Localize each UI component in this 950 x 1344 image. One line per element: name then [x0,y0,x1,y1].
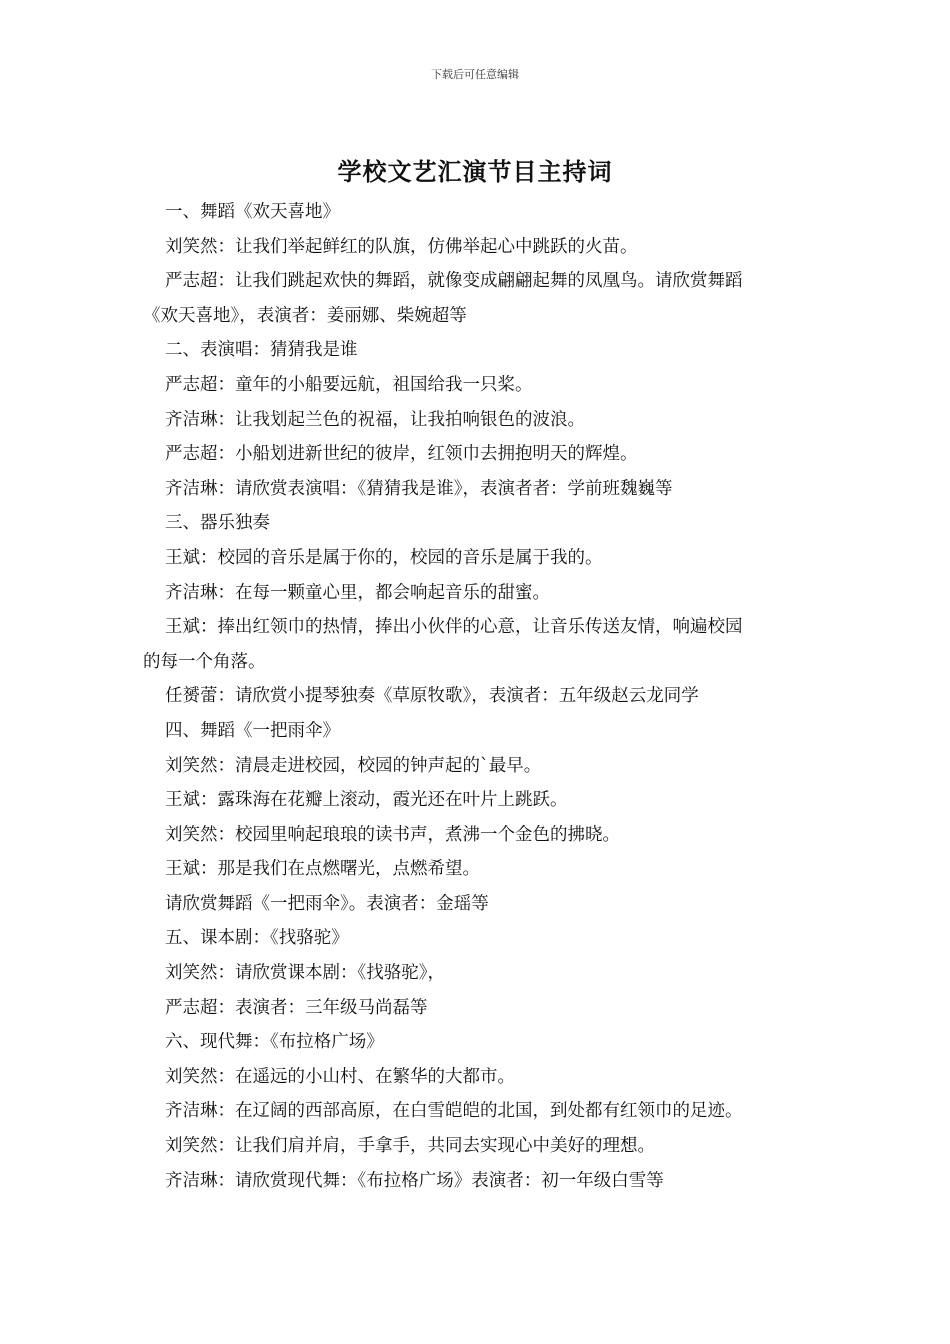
body-line: 刘笑然：校园里响起琅琅的读书声，煮沸一个金色的拂晓。 [165,824,620,845]
body-line: 刘笑然：让我们肩并肩，手拿手，共同去实现心中美好的理想。 [165,1136,655,1157]
body-line: 刘笑然：让我们举起鲜红的队旗，仿佛举起心中跳跃的火苗。 [165,236,638,257]
body-line: 王斌：露珠海在花瓣上滚动，霞光还在叶片上跳跃。 [165,790,568,811]
body-line: 五、课本剧：《找骆驼》 [165,928,349,949]
body-line: 三、器乐独奏 [165,513,270,534]
body-line: 六、现代舞：《布拉格广场》 [165,1032,384,1053]
body-line: 严志超：表演者：三年级马尚磊等 [165,997,428,1018]
body-line: 严志超：童年的小船要远航，祖国给我一只桨。 [165,374,533,395]
document-title: 学校文艺汇演节目主持词 [337,157,613,186]
body-line: 的每一个角落。 [143,651,266,672]
body-line: 刘笑然：在遥远的小山村、在繁华的大都市。 [165,1066,515,1087]
body-line: 严志超：让我们跳起欢快的舞蹈，就像变成翩翩起舞的凤凰鸟。请欣赏舞蹈 [165,271,743,292]
body-line: 《欢天喜地》，表演者：姜丽娜、柴婉超等 [143,305,467,326]
body-line: 王斌：校园的音乐是属于你的，校园的音乐是属于我的。 [165,547,603,568]
body-line: 一、舞蹈《欢天喜地》 [165,202,340,222]
body-line: 二、表演唱：猜猜我是谁 [165,340,358,361]
body-line: 齐洁琳：让我划起兰色的祝福，让我拍响银色的波浪。 [165,409,585,430]
header-note: 下载后可任意编辑 [431,68,519,81]
body-line: 任赟蕾：请欣赏小提琴独奏《草原牧歌》，表演者：五年级赵云龙同学 [165,686,699,707]
body-line: 王斌：捧出红领巾的热情，捧出小伙伴的心意，让音乐传送友情，响遍校园 [165,617,743,638]
body-line: 齐洁琳：在辽阔的西部高原，在白雪皑皑的北国，到处都有红领巾的足迹。 [165,1101,743,1122]
body-line: 王斌：那是我们在点燃曙光，点燃希望。 [165,859,480,880]
body-line: 齐洁琳：请欣赏表演唱：《猜猜我是谁》，表演者者：学前班魏巍等 [165,478,673,499]
body-line: 四、舞蹈《一把雨伞》 [165,720,340,741]
body-line: 刘笑然：请欣赏课本剧：《找骆驼》， [165,963,445,984]
body-line: 严志超：小船划进新世纪的彼岸，红领巾去拥抱明天的辉煌。 [165,444,638,465]
body-line: 齐洁琳：请欣赏现代舞：《布拉格广场》表演者：初一年级白雪等 [165,1170,664,1191]
body-line: 齐洁琳：在每一颗童心里，都会响起音乐的甜蜜。 [165,582,550,603]
body-line: 刘笑然：清晨走进校园，校园的钟声起的`最早。 [165,755,542,776]
document-body [143,195,815,1198]
body-line: 请欣赏舞蹈《一把雨伞》。表演者：金瑶等 [165,893,489,914]
